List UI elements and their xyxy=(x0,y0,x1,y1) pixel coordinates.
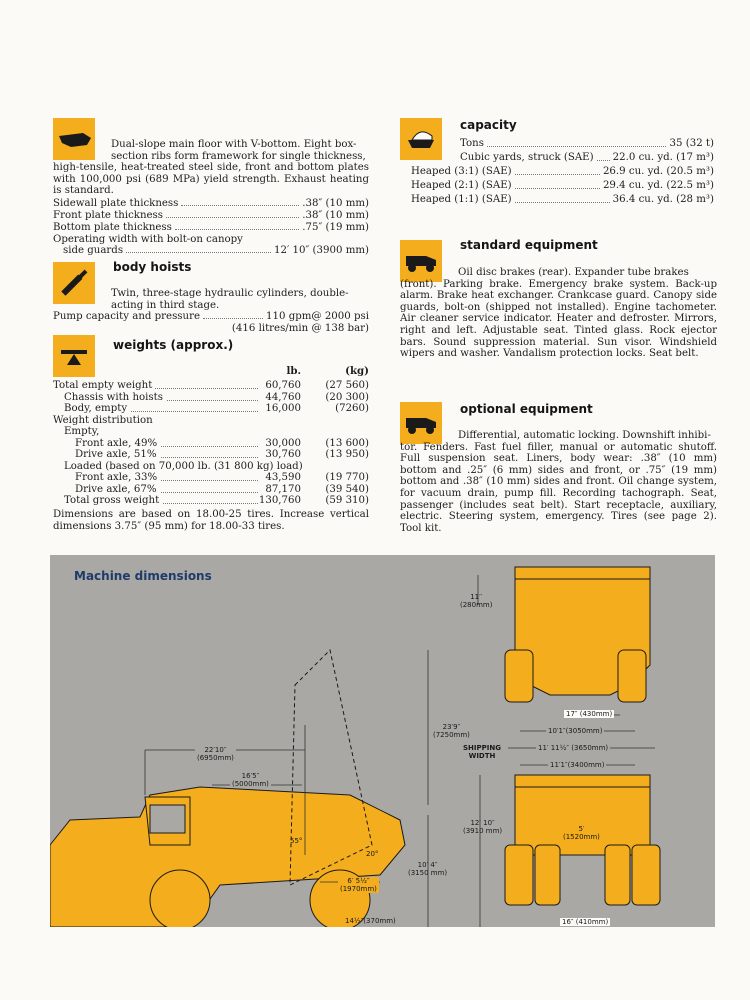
spec-label: Operating width with bolt-on canopy xyxy=(53,234,243,245)
operating-width-row xyxy=(63,245,369,257)
spec-label: Sidewall plate thickness xyxy=(53,198,179,209)
weights-label: Loaded (based on 70,000 lb. (31 800 kg) load) xyxy=(64,461,306,473)
spec-label: Pump capacity and pressure xyxy=(53,311,200,322)
weights-note: Dimensions are based on 18.00-25 tires. Increase vertical dimensions 3.75″ (95 mm) for 18.00-33 tires. xyxy=(53,509,369,532)
dim-22ft10in xyxy=(195,746,236,762)
truck-drawings xyxy=(50,555,715,927)
pump-row-metric xyxy=(200,323,369,335)
body-description-line1: Dual-slope main floor with V-bottom. Eight box- xyxy=(111,139,357,150)
dim-value: 11′′ xyxy=(470,593,483,601)
weights-row xyxy=(53,426,369,438)
capacity-label: Heaped (3:1) (SAE) xyxy=(411,166,515,178)
weights-lb: 87,170 xyxy=(265,483,301,495)
leader-dots xyxy=(181,198,299,206)
dim-14-5in: 14½″(370mm) xyxy=(345,917,396,925)
weights-lb: 43,590 xyxy=(265,472,301,483)
weights-row xyxy=(53,380,369,392)
weights-kg: (13 600) xyxy=(325,437,369,449)
weights-row xyxy=(53,403,369,415)
weights-row xyxy=(53,472,369,484)
dim-metric: (3150 mm) xyxy=(408,869,448,877)
capacity-value: 22.0 cu. yd. (17 m³) xyxy=(610,152,714,164)
dim-angle-55: 55° xyxy=(290,837,303,845)
machine-dimensions-diagram xyxy=(50,555,715,927)
body-description xyxy=(53,139,369,197)
capacity-label: Cubic yards, struck (SAE) xyxy=(460,152,597,164)
standard-equipment-rest: (front). Parking brake. Emergency brake system. Back-up alarm. Brake heat exchanger. Crankcase guard. Canopy side guards, bolt-on (shipped not installed). Engine tachometer. Air cleaner service indicator. Heater and defroster. Mirrors, right and left. Adjustable seat. Tinted glass. Rock ejector bars. Sound suppression material. Sun visor. Windshield wipers and washer. Vandalism protection locks. Seat belt. xyxy=(400,278,717,360)
weights-kg: (39 540) xyxy=(325,483,369,495)
spec-value: .38″ (10 mm) xyxy=(302,210,369,221)
weights-lb: 60,760 xyxy=(265,380,301,391)
weights-label: Empty, xyxy=(64,426,102,438)
dim-value: 16′5″ xyxy=(241,772,260,780)
weights-label: Body, empty xyxy=(64,403,130,415)
dim-value: SHIPPING xyxy=(463,744,501,752)
pump-row xyxy=(53,311,369,323)
leader-dots xyxy=(126,245,271,253)
weights-kg: (13 950) xyxy=(325,449,369,460)
weights-label: Weight distribution xyxy=(53,415,156,427)
bucket-icon xyxy=(400,118,442,160)
dim-5ft xyxy=(563,825,600,841)
weights-lb: 30,760 xyxy=(265,449,301,460)
dim-10ft1in: 10′1″(3050mm) xyxy=(548,727,603,735)
capacity-row-heaped xyxy=(411,166,714,179)
dim-metric: (1970mm) xyxy=(340,885,377,893)
spec-value: .75″ (19 mm) xyxy=(302,222,369,233)
weights-row xyxy=(53,484,369,496)
dim-17in: 17″ (430mm) xyxy=(566,710,613,718)
weights-lb: 16,000 xyxy=(265,403,301,414)
weights-label: Drive axle, 51% xyxy=(75,449,160,461)
standard-equipment-text xyxy=(400,267,717,360)
dim-10ft4in xyxy=(408,861,447,877)
weights-label: Front axle, 49% xyxy=(75,438,160,450)
dim-metric: (6950mm) xyxy=(197,754,234,762)
weights-kg: (59 310) xyxy=(325,495,369,506)
weights-label: Front axle, 33% xyxy=(75,472,160,484)
weights-row xyxy=(53,495,369,507)
optional-equipment-line1: Differential, automatic locking. Downshift inhibi- xyxy=(458,430,711,441)
body-description-line2: section ribs form framework for single thickness, xyxy=(111,150,366,162)
weights-row xyxy=(53,449,369,461)
capacity-row-heaped xyxy=(411,194,714,207)
optional-equipment-rest: tor. Fenders. Fast fuel filler, manual or automatic shutoff. Full suspension seat. Liners, body wear: .38″ (10 mm) bottom and .25″ (6 mm) sides and front, or .75″ (19 mm) bottom and .38″ (10 mm) sides and front. Oil change system, for vacuum drain, pump fill. Recording tachograph. Seat, passenger (includes seat belt). Start receptacle, auxiliary, electric. Steering system, emergency. Tires (see page 2). Tool kit. xyxy=(400,441,717,534)
weights-label: Drive axle, 67% xyxy=(75,484,160,496)
weights-kg: (27 560) xyxy=(325,380,369,391)
diagram-title: Machine dimensions xyxy=(74,569,212,583)
weights-lb: 30,000 xyxy=(265,437,301,449)
capacity-value: 35 (32 t) xyxy=(667,138,714,150)
dim-value: 12′ 10″ xyxy=(470,819,495,827)
dim-metric: (280mm) xyxy=(460,601,493,609)
spec-label: Bottom plate thickness xyxy=(53,222,172,233)
capacity-row-struck xyxy=(460,152,714,165)
dim-11ft11in: 11′ 11½″ (3650mm) xyxy=(538,744,609,752)
dim-16in: 16″ (410mm) xyxy=(562,918,609,926)
spec-row xyxy=(53,222,369,234)
standard-equipment-heading: standard equipment xyxy=(460,238,598,252)
dim-11ft1in: 11′1″(3400mm) xyxy=(550,761,605,769)
weights-label: Total empty weight xyxy=(53,380,155,392)
dim-6ft5in xyxy=(338,877,379,893)
weights-row xyxy=(53,392,369,404)
weights-kg: (7260) xyxy=(335,403,369,414)
weights-kg: (19 770) xyxy=(325,472,369,483)
weights-row xyxy=(53,461,369,473)
spec-row xyxy=(53,198,369,210)
standard-equipment-line1: Oil disc brakes (rear). Expander tube brakes xyxy=(458,267,689,278)
dim-metric: (5000mm) xyxy=(232,780,269,788)
capacity-value: 36.4 cu. yd. (28 m³) xyxy=(610,194,714,206)
capacity-heading: capacity xyxy=(460,118,517,132)
body-hoists-heading: body hoists xyxy=(113,260,192,274)
dim-value: WIDTH xyxy=(468,752,496,760)
spec-label: side guards xyxy=(63,245,124,256)
capacity-row-tons xyxy=(460,138,714,151)
column-header-lb: lb. xyxy=(286,365,301,377)
weights-column-headers xyxy=(53,366,369,378)
dim-metric: (1520mm) xyxy=(563,833,600,841)
capacity-label: Heaped (1:1) (SAE) xyxy=(411,194,515,206)
dim-12ft10in xyxy=(463,819,502,835)
shipping-width-label xyxy=(463,744,501,760)
spec-row xyxy=(53,210,369,222)
leader-dots xyxy=(166,210,299,218)
weights-row xyxy=(53,415,369,427)
dim-value: 23′9″ xyxy=(442,723,461,731)
dim-value: 6′ 5½″ xyxy=(347,877,370,885)
dim-angle-20: 20° xyxy=(366,850,379,858)
weights-label: Total gross weight xyxy=(64,495,162,507)
hoists-text-line2: acting in third stage. xyxy=(111,299,220,311)
weights-heading: weights (approx.) xyxy=(113,338,234,352)
dim-23ft9in xyxy=(433,723,470,739)
capacity-label: Tons xyxy=(460,138,487,150)
dim-value: 5′ xyxy=(578,825,585,833)
capacity-row-heaped xyxy=(411,180,714,193)
hoists-text-line1: Twin, three-stage hydraulic cylinders, double- xyxy=(111,288,349,299)
capacity-value: 26.9 cu. yd. (20.5 m³) xyxy=(600,166,714,178)
weights-lb: 44,760 xyxy=(265,391,301,403)
spec-value: .38″ (10 mm) xyxy=(302,198,369,209)
leader-dots xyxy=(175,222,299,230)
dim-metric: (7250mm) xyxy=(433,731,470,739)
weights-lb: 130,760 xyxy=(258,495,301,506)
rear-view-top xyxy=(505,567,650,702)
weights-kg: (20 300) xyxy=(325,391,369,403)
dim-11in xyxy=(460,593,492,609)
dim-value: 22′10″ xyxy=(204,746,227,754)
spec-value: 12′ 10″ (3900 mm) xyxy=(274,245,369,256)
spec-label: Front plate thickness xyxy=(53,210,164,221)
capacity-value: 29.4 cu. yd. (22.5 m³) xyxy=(600,180,714,192)
leader-dots xyxy=(203,311,263,319)
dim-16ft5in xyxy=(230,772,271,788)
optional-equipment-heading: optional equipment xyxy=(460,402,593,416)
weights-label: Chassis with hoists xyxy=(64,392,166,404)
weights-row xyxy=(53,438,369,450)
column-header-kg: (kg) xyxy=(345,365,369,377)
optional-equipment-text xyxy=(400,430,717,534)
dim-metric: (3910 mm) xyxy=(463,827,503,835)
spec-value: (416 litres/min @ 138 bar) xyxy=(231,323,369,334)
body-description-rest: high-tensile, heat-treated steel side, front and bottom plates with 100,000 psi (689 MPa) yield strength. Exhaust heating is standard. xyxy=(53,162,369,197)
spec-value: 110 gpm@ 2000 psi xyxy=(266,311,369,322)
dim-value: 10′ 4″ xyxy=(417,861,438,869)
capacity-label: Heaped (2:1) (SAE) xyxy=(411,180,515,192)
hoists-text xyxy=(53,288,369,311)
side-view-truck xyxy=(50,787,405,927)
